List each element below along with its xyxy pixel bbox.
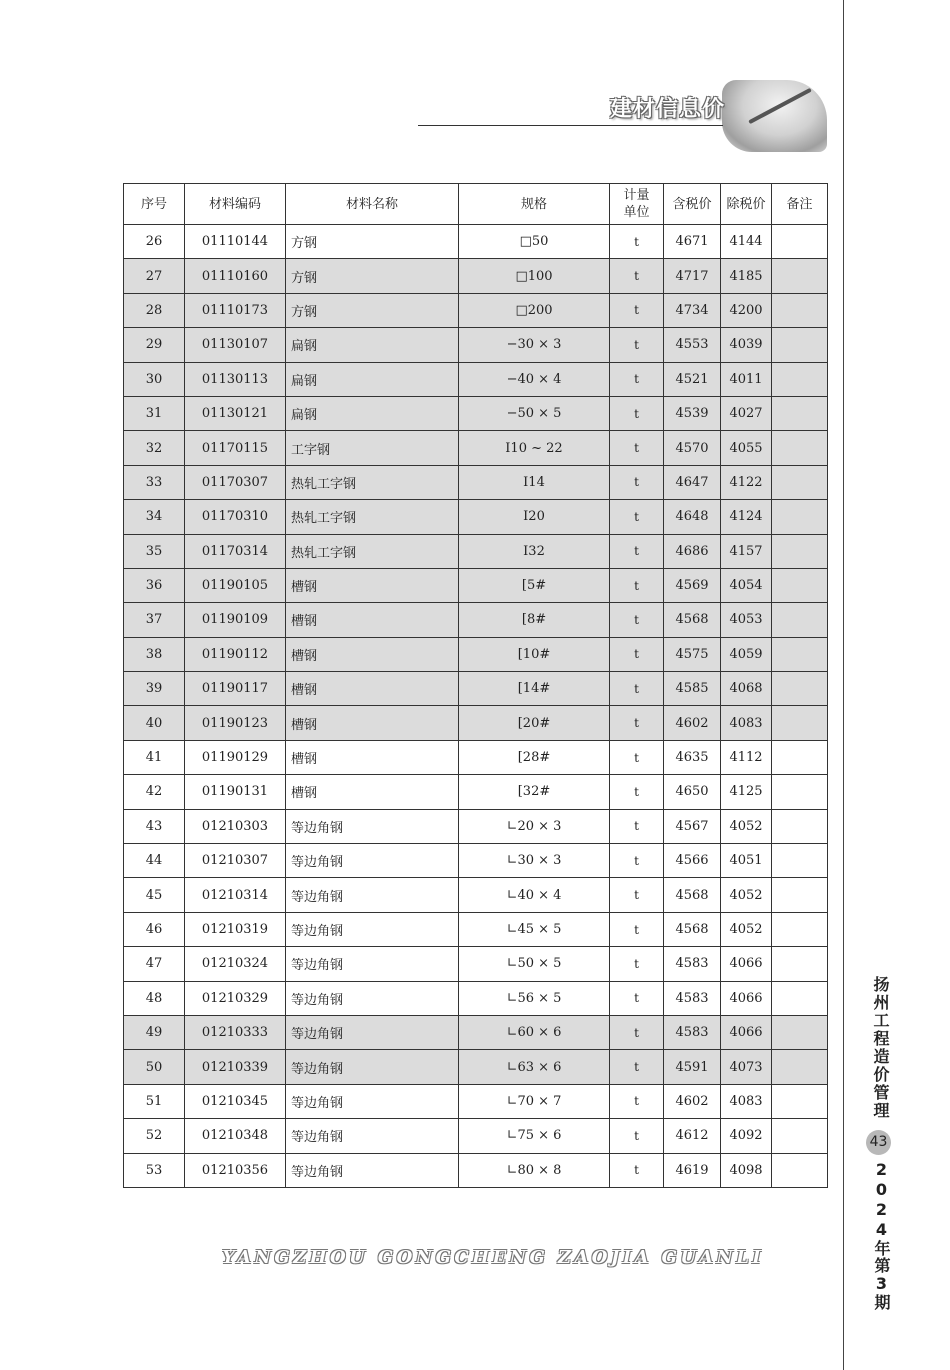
cell-note <box>772 912 828 946</box>
cell-tax-price: 4648 <box>664 500 721 534</box>
cell-name: 槽钢 <box>286 568 459 602</box>
cell-tax-price: 4569 <box>664 568 721 602</box>
cell-tax-price: 4570 <box>664 431 721 465</box>
cell-unit: t <box>610 500 664 534</box>
cell-unit: t <box>610 431 664 465</box>
col-header-spec: 规格 <box>459 184 610 225</box>
cell-tax-price: 4539 <box>664 396 721 430</box>
cell-name: 等边角钢 <box>286 1084 459 1118</box>
cell-notax-price: 4068 <box>721 672 772 706</box>
table-row <box>124 293 828 327</box>
cell-notax-price: 4055 <box>721 431 772 465</box>
cell-name: 热轧工字钢 <box>286 534 459 568</box>
cell-code: 01210314 <box>185 878 286 912</box>
cell-no: 42 <box>124 775 185 809</box>
table-row <box>124 534 828 568</box>
cell-name: 槽钢 <box>286 672 459 706</box>
cell-notax-price: 4027 <box>721 396 772 430</box>
col-header-no: 序号 <box>124 184 185 225</box>
cell-no: 39 <box>124 672 185 706</box>
cell-code: 01190109 <box>185 603 286 637</box>
cell-unit: t <box>610 328 664 362</box>
cell-note <box>772 981 828 1015</box>
cell-notax-price: 4200 <box>721 293 772 327</box>
cell-code: 01170314 <box>185 534 286 568</box>
table-row <box>124 225 828 259</box>
cell-name: 等边角钢 <box>286 844 459 878</box>
cell-name: 槽钢 <box>286 706 459 740</box>
cell-unit: t <box>610 706 664 740</box>
cell-code: 01130107 <box>185 328 286 362</box>
cell-no: 48 <box>124 981 185 1015</box>
cell-no: 32 <box>124 431 185 465</box>
cell-notax-price: 4052 <box>721 878 772 912</box>
cell-tax-price: 4583 <box>664 1015 721 1049</box>
table-row <box>124 809 828 843</box>
cell-tax-price: 4568 <box>664 878 721 912</box>
cell-spec: ∟40 × 4 <box>459 878 610 912</box>
sidebar-magazine-title: 扬州工程造价管理 <box>871 976 890 1120</box>
col-header-name: 材料名称 <box>286 184 459 225</box>
cell-no: 36 <box>124 568 185 602</box>
cell-name: 扁钢 <box>286 328 459 362</box>
cell-notax-price: 4112 <box>721 740 772 774</box>
table-row <box>124 603 828 637</box>
cell-spec: I32 <box>459 534 610 568</box>
table-row <box>124 947 828 981</box>
cell-code: 01210356 <box>185 1153 286 1187</box>
cell-unit: t <box>610 1050 664 1084</box>
cell-tax-price: 4734 <box>664 293 721 327</box>
cell-code: 01170115 <box>185 431 286 465</box>
cell-notax-price: 4066 <box>721 1015 772 1049</box>
table-row <box>124 672 828 706</box>
table-row <box>124 1119 828 1153</box>
cell-notax-price: 4011 <box>721 362 772 396</box>
cell-name: 方钢 <box>286 259 459 293</box>
cell-note <box>772 328 828 362</box>
cell-code: 01190123 <box>185 706 286 740</box>
cell-tax-price: 4575 <box>664 637 721 671</box>
cell-unit: t <box>610 878 664 912</box>
table-row <box>124 981 828 1015</box>
cell-note <box>772 568 828 602</box>
cell-unit: t <box>610 362 664 396</box>
cell-spec: [32# <box>459 775 610 809</box>
cell-note <box>772 672 828 706</box>
table-body <box>124 225 828 1188</box>
cell-notax-price: 4124 <box>721 500 772 534</box>
cell-notax-price: 4083 <box>721 1084 772 1118</box>
cell-unit: t <box>610 672 664 706</box>
table-header-row <box>124 184 828 225</box>
cell-spec: −30 × 3 <box>459 328 610 362</box>
cell-notax-price: 4066 <box>721 981 772 1015</box>
cell-tax-price: 4583 <box>664 981 721 1015</box>
cell-name: 槽钢 <box>286 775 459 809</box>
cell-tax-price: 4521 <box>664 362 721 396</box>
header-rule <box>418 125 723 126</box>
cell-code: 01170307 <box>185 465 286 499</box>
cell-tax-price: 4568 <box>664 603 721 637</box>
cell-spec: −50 × 5 <box>459 396 610 430</box>
cell-unit: t <box>610 844 664 878</box>
cell-no: 37 <box>124 603 185 637</box>
cell-code: 01210345 <box>185 1084 286 1118</box>
table-row <box>124 637 828 671</box>
cell-tax-price: 4567 <box>664 809 721 843</box>
table-row <box>124 1084 828 1118</box>
cell-tax-price: 4568 <box>664 912 721 946</box>
table-row <box>124 706 828 740</box>
cell-note <box>772 500 828 534</box>
cell-tax-price: 4585 <box>664 672 721 706</box>
cell-name: 方钢 <box>286 293 459 327</box>
cell-code: 01190112 <box>185 637 286 671</box>
cell-note <box>772 775 828 809</box>
cell-spec: ∟70 × 7 <box>459 1084 610 1118</box>
cell-note <box>772 947 828 981</box>
cell-code: 01190131 <box>185 775 286 809</box>
cell-name: 热轧工字钢 <box>286 465 459 499</box>
cell-tax-price: 4583 <box>664 947 721 981</box>
cell-unit: t <box>610 396 664 430</box>
cell-tax-price: 4612 <box>664 1119 721 1153</box>
cell-spec: □50 <box>459 225 610 259</box>
cell-code: 01210339 <box>185 1050 286 1084</box>
cell-no: 28 <box>124 293 185 327</box>
cell-code: 01110173 <box>185 293 286 327</box>
cell-spec: ∟80 × 8 <box>459 1153 610 1187</box>
cell-name: 扁钢 <box>286 362 459 396</box>
cell-tax-price: 4650 <box>664 775 721 809</box>
cell-code: 01210303 <box>185 809 286 843</box>
table-row <box>124 1153 828 1187</box>
cell-no: 46 <box>124 912 185 946</box>
cell-no: 38 <box>124 637 185 671</box>
cell-tax-price: 4671 <box>664 225 721 259</box>
cell-spec: ∟60 × 6 <box>459 1015 610 1049</box>
cell-tax-price: 4602 <box>664 1084 721 1118</box>
cell-no: 31 <box>124 396 185 430</box>
cell-name: 扁钢 <box>286 396 459 430</box>
cell-no: 53 <box>124 1153 185 1187</box>
cell-code: 01210333 <box>185 1015 286 1049</box>
table-row <box>124 844 828 878</box>
cell-note <box>772 603 828 637</box>
cell-notax-price: 4185 <box>721 259 772 293</box>
cell-note <box>772 293 828 327</box>
cell-unit: t <box>610 809 664 843</box>
sidebar-issue: 2024年第3期 <box>872 1160 891 1311</box>
cell-spec: −40 × 4 <box>459 362 610 396</box>
cell-no: 33 <box>124 465 185 499</box>
cell-notax-price: 4059 <box>721 637 772 671</box>
cell-no: 44 <box>124 844 185 878</box>
cell-note <box>772 225 828 259</box>
cell-note <box>772 1153 828 1187</box>
col-header-tax-price: 含税价 <box>664 184 721 225</box>
cell-note <box>772 706 828 740</box>
cell-spec: ∟75 × 6 <box>459 1119 610 1153</box>
cell-no: 50 <box>124 1050 185 1084</box>
cell-notax-price: 4052 <box>721 912 772 946</box>
cell-unit: t <box>610 981 664 1015</box>
cell-unit: t <box>610 603 664 637</box>
cell-notax-price: 4157 <box>721 534 772 568</box>
page-number: 43 <box>866 1130 891 1155</box>
cell-note <box>772 396 828 430</box>
cell-notax-price: 4122 <box>721 465 772 499</box>
cell-spec: ∟30 × 3 <box>459 844 610 878</box>
cell-code: 01210319 <box>185 912 286 946</box>
cell-code: 01190117 <box>185 672 286 706</box>
cell-unit: t <box>610 293 664 327</box>
cell-spec: [8# <box>459 603 610 637</box>
cell-name: 等边角钢 <box>286 1119 459 1153</box>
cell-no: 52 <box>124 1119 185 1153</box>
cell-spec: I10 ~ 22 <box>459 431 610 465</box>
cell-note <box>772 1015 828 1049</box>
page-edge-rule <box>843 0 844 1370</box>
cell-notax-price: 4073 <box>721 1050 772 1084</box>
cell-notax-price: 4098 <box>721 1153 772 1187</box>
cell-notax-price: 4066 <box>721 947 772 981</box>
cell-no: 26 <box>124 225 185 259</box>
cell-code: 01130113 <box>185 362 286 396</box>
cell-notax-price: 4053 <box>721 603 772 637</box>
cell-no: 51 <box>124 1084 185 1118</box>
cell-code: 01210329 <box>185 981 286 1015</box>
cell-name: 等边角钢 <box>286 912 459 946</box>
cell-spec: I14 <box>459 465 610 499</box>
cell-spec: [28# <box>459 740 610 774</box>
table-row <box>124 878 828 912</box>
cell-no: 45 <box>124 878 185 912</box>
cell-code: 01210307 <box>185 844 286 878</box>
cell-spec: [20# <box>459 706 610 740</box>
table-row <box>124 431 828 465</box>
table-row <box>124 500 828 534</box>
cell-tax-price: 4591 <box>664 1050 721 1084</box>
table-row <box>124 912 828 946</box>
cell-code: 01130121 <box>185 396 286 430</box>
cell-no: 30 <box>124 362 185 396</box>
table-row <box>124 775 828 809</box>
cell-spec: □100 <box>459 259 610 293</box>
table-row <box>124 396 828 430</box>
cell-name: 等边角钢 <box>286 1153 459 1187</box>
table-row <box>124 568 828 602</box>
cell-tax-price: 4602 <box>664 706 721 740</box>
cell-spec: ∟63 × 6 <box>459 1050 610 1084</box>
cell-tax-price: 4686 <box>664 534 721 568</box>
cell-note <box>772 878 828 912</box>
cell-unit: t <box>610 259 664 293</box>
cell-spec: [5# <box>459 568 610 602</box>
price-table <box>123 183 828 1188</box>
cell-name: 工字钢 <box>286 431 459 465</box>
cell-tax-price: 4717 <box>664 259 721 293</box>
cell-spec: ∟56 × 5 <box>459 981 610 1015</box>
cell-notax-price: 4052 <box>721 809 772 843</box>
cell-unit: t <box>610 637 664 671</box>
cell-note <box>772 534 828 568</box>
cell-spec: ∟20 × 3 <box>459 809 610 843</box>
cell-tax-price: 4553 <box>664 328 721 362</box>
cell-notax-price: 4054 <box>721 568 772 602</box>
cell-name: 槽钢 <box>286 603 459 637</box>
cell-unit: t <box>610 947 664 981</box>
cell-name: 热轧工字钢 <box>286 500 459 534</box>
cell-code: 01210324 <box>185 947 286 981</box>
cell-note <box>772 465 828 499</box>
footer-english-title: YANGZHOU GONGCHENG ZAOJIA GUANLI <box>222 1247 765 1268</box>
cell-no: 49 <box>124 1015 185 1049</box>
cell-note <box>772 844 828 878</box>
cell-no: 34 <box>124 500 185 534</box>
cell-note <box>772 637 828 671</box>
col-header-notax-price: 除税价 <box>721 184 772 225</box>
cell-spec: I20 <box>459 500 610 534</box>
cell-tax-price: 4619 <box>664 1153 721 1187</box>
table-row <box>124 362 828 396</box>
cell-unit: t <box>610 1153 664 1187</box>
cell-spec: [10# <box>459 637 610 671</box>
cell-notax-price: 4039 <box>721 328 772 362</box>
cell-note <box>772 1084 828 1118</box>
cell-code: 01210348 <box>185 1119 286 1153</box>
col-header-note: 备注 <box>772 184 828 225</box>
section-title: 建材信息价 <box>609 97 725 122</box>
cell-no: 29 <box>124 328 185 362</box>
cell-unit: t <box>610 225 664 259</box>
cell-code: 01110144 <box>185 225 286 259</box>
table-row <box>124 259 828 293</box>
cell-notax-price: 4051 <box>721 844 772 878</box>
cell-unit: t <box>610 568 664 602</box>
cell-unit: t <box>610 740 664 774</box>
cell-name: 槽钢 <box>286 740 459 774</box>
cell-note <box>772 1119 828 1153</box>
cell-unit: t <box>610 1015 664 1049</box>
cell-name: 等边角钢 <box>286 981 459 1015</box>
cell-name: 等边角钢 <box>286 1050 459 1084</box>
cell-tax-price: 4647 <box>664 465 721 499</box>
cell-code: 01190105 <box>185 568 286 602</box>
cell-tax-price: 4635 <box>664 740 721 774</box>
cell-spec: ∟45 × 5 <box>459 912 610 946</box>
cell-code: 01190129 <box>185 740 286 774</box>
cell-no: 43 <box>124 809 185 843</box>
cell-unit: t <box>610 1084 664 1118</box>
table-row <box>124 1015 828 1049</box>
cell-unit: t <box>610 1119 664 1153</box>
cell-name: 等边角钢 <box>286 947 459 981</box>
cell-spec: [14# <box>459 672 610 706</box>
cell-spec: ∟50 × 5 <box>459 947 610 981</box>
cell-code: 01170310 <box>185 500 286 534</box>
cell-unit: t <box>610 465 664 499</box>
cell-name: 方钢 <box>286 225 459 259</box>
cell-note <box>772 362 828 396</box>
cell-name: 等边角钢 <box>286 1015 459 1049</box>
cell-notax-price: 4083 <box>721 706 772 740</box>
cell-note <box>772 259 828 293</box>
cell-no: 35 <box>124 534 185 568</box>
cell-unit: t <box>610 775 664 809</box>
cell-name: 槽钢 <box>286 637 459 671</box>
cell-note <box>772 740 828 774</box>
table-row <box>124 740 828 774</box>
cell-unit: t <box>610 534 664 568</box>
cell-note <box>772 1050 828 1084</box>
cell-code: 01110160 <box>185 259 286 293</box>
table-row <box>124 1050 828 1084</box>
cell-notax-price: 4125 <box>721 775 772 809</box>
cell-spec: □200 <box>459 293 610 327</box>
cell-note <box>772 431 828 465</box>
cell-name: 等边角钢 <box>286 878 459 912</box>
cell-notax-price: 4144 <box>721 225 772 259</box>
cell-no: 41 <box>124 740 185 774</box>
col-header-code: 材料编码 <box>185 184 286 225</box>
cell-no: 40 <box>124 706 185 740</box>
cell-no: 27 <box>124 259 185 293</box>
table-row <box>124 328 828 362</box>
cell-tax-price: 4566 <box>664 844 721 878</box>
cell-note <box>772 809 828 843</box>
cell-name: 等边角钢 <box>286 809 459 843</box>
cell-notax-price: 4092 <box>721 1119 772 1153</box>
table-row <box>124 465 828 499</box>
cell-no: 47 <box>124 947 185 981</box>
col-header-unit: 计量单位 <box>610 184 664 225</box>
cell-unit: t <box>610 912 664 946</box>
